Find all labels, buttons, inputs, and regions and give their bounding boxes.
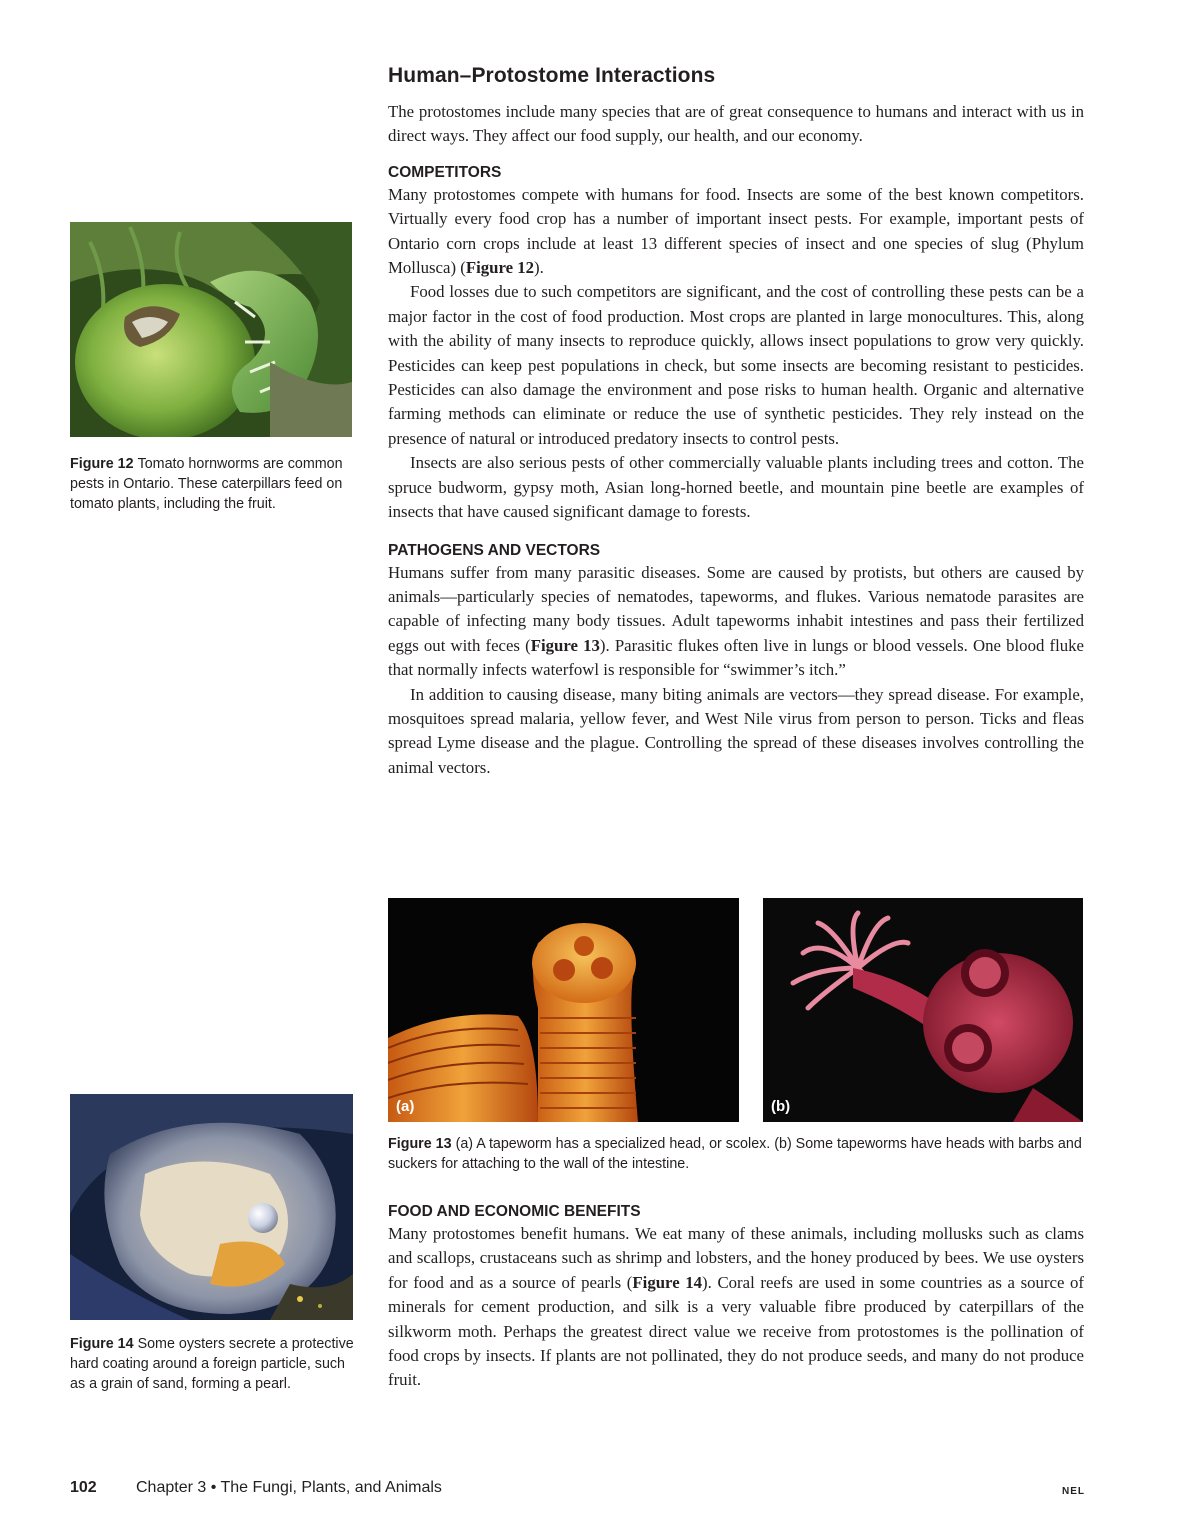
food-p1-end: ). Coral reefs are used in some countries as a source of minerals for cement production, and silk is a very valuable fibre produced by caterpillars of the silkworm moth. Perhaps the greatest direct value we receive from protostomes is the pollination of food crops by insects. If plants are not pollinated, they do not produce seeds, and many do not produce fruit. bbox=[388, 1272, 1084, 1390]
figure-12-label: Figure 12 bbox=[70, 456, 134, 472]
food-heading: FOOD AND ECONOMIC BENEFITS bbox=[388, 1203, 641, 1220]
figure-13a-label: (a) bbox=[396, 1098, 415, 1115]
figure-12-photo bbox=[70, 222, 352, 437]
food-p1-text: Many protostomes benefit humans. We eat many of these animals, including mollusks such as clams and scallops, crustaceans such as shrimp and lobsters, and the honey produced by bees. We use oysters for food and as a source of pearls ( bbox=[388, 1224, 1084, 1292]
figure-13b-label: (b) bbox=[771, 1098, 791, 1115]
competitors-paragraph-2: Food losses due to such competitors are significant, and the cost of controlling these pests can be a major factor in the cost of food production. Most crops are planted in large monocultures. This, along with the ability of many insects to reproduce quickly, allows insect populations to grow very quickly. Pesticides can keep pest populations in check, but some insects are becoming resistant to pesticides. Pesticides can also damage the environment and pose risks to human health. Organic and alternative farming methods can eliminate or reduce the use of synthetic pesticides. They rely instead on the presence of natural or introduced predatory insects to control pests. bbox=[388, 282, 1084, 448]
figure-14-reference[interactable]: Figure 14 bbox=[632, 1272, 703, 1292]
pathogens-p1-end: ). Parasitic flukes often live in lungs or blood vessels. One blood fluke that normally infects waterfowl is responsible for “swimmer’s itch.” bbox=[388, 635, 1084, 680]
chapter-footer: Chapter 3 • The Fungi, Plants, and Animals bbox=[136, 1479, 442, 1496]
competitors-heading: COMPETITORS bbox=[388, 163, 502, 181]
page-title: Human–Protostome Interactions bbox=[388, 64, 716, 87]
food-section bbox=[388, 1202, 1084, 1393]
figure-13-caption-text: (a) A tapeworm has a specialized head, or scolex. (b) Some tapeworms have heads with barbs and suckers for attaching to the wall of the intestine. bbox=[388, 1136, 1082, 1172]
intro-paragraph: The protostomes include many species that are of great consequence to humans and interact with us in direct ways. They affect our food supply, our health, and our economy. bbox=[388, 102, 1084, 146]
pathogens-p1-text: Humans suffer from many parasitic diseases. Some are caused by protists, but others are caused by animals—particularly species of nematodes, tapeworms, and flukes. Various nematode parasites are capable of infecting many body tissues. Adult tapeworms inhabit intestines and pass their fertilized eggs out with feces ( bbox=[388, 562, 1084, 655]
figure-14-caption-text: Some oysters secrete a protective hard coating around a foreign particle, such as a grain of sand, forming a pearl. bbox=[70, 1336, 354, 1392]
publisher-mark: NEL bbox=[1062, 1486, 1085, 1497]
figure-14-label: Figure 14 bbox=[70, 1336, 134, 1352]
pathogens-paragraph-1 bbox=[388, 561, 1084, 683]
pathogens-heading: PATHOGENS AND VECTORS bbox=[388, 541, 601, 559]
figure-13-caption bbox=[388, 1135, 1084, 1175]
figure-13-label: Figure 13 bbox=[388, 1136, 452, 1152]
figure-14-photo bbox=[70, 1094, 353, 1320]
competitors-paragraph-3: Insects are also serious pests of other commercially valuable plants including trees and cotton. The spruce budworm, gypsy moth, Asian long-horned beetle, and mountain pine beetle are examples of insects that have caused significant damage to forests. bbox=[388, 453, 1084, 522]
figure-12-reference[interactable]: Figure 12 bbox=[465, 258, 535, 278]
page-number: 102 bbox=[70, 1479, 97, 1496]
figure-14-caption bbox=[70, 1335, 360, 1394]
food-paragraph-1 bbox=[388, 1222, 1084, 1393]
figure-12-caption-text: Tomato hornworms are common pests in Ontario. These caterpillars feed on tomato plants, including the fruit. bbox=[70, 456, 343, 512]
main-column bbox=[388, 64, 1084, 780]
pathogens-paragraph-2: In addition to causing disease, many biting animals are vectors—they spread disease. For example, mosquitoes spread malaria, yellow fever, and West Nile virus from person to person. Ticks and fleas spread Lyme disease and the plague. Controlling the spread of these diseases involves controlling the animal vectors. bbox=[388, 684, 1084, 777]
competitors-p1-text: Many protostomes compete with humans for food. Insects are some of the best known competitors. Virtually every food crop has a number of important insect pests. For example, important pests of Ontario corn crops include at least 13 different species of insect and one species of slug (Phylum Mollusca) ( bbox=[388, 184, 1084, 278]
figure-13a-photo bbox=[388, 898, 739, 1122]
figure-12-caption bbox=[70, 455, 355, 514]
competitors-paragraph-1 bbox=[388, 183, 1084, 281]
figure-13b-photo bbox=[763, 898, 1083, 1122]
figure-13-reference[interactable]: Figure 13 bbox=[530, 635, 600, 655]
competitors-p1-end: ). bbox=[534, 258, 544, 278]
